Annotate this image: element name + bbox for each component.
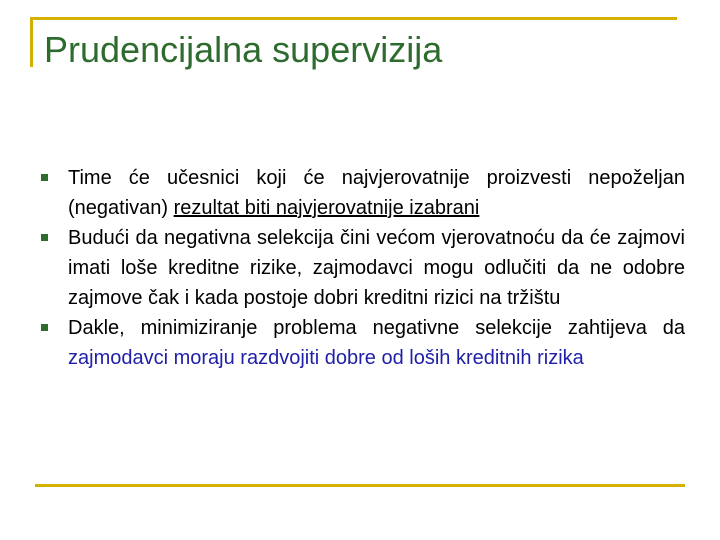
bullet-1-underlined-text: rezultat biti najvjerovatnije izabrani	[173, 197, 480, 219]
bullet-item-1	[38, 163, 685, 223]
bullet-3-text: Dakle, minimiziranje problema negativne selekcije zahtijeva da	[68, 317, 685, 339]
bullet-item-2	[38, 223, 685, 313]
square-bullet-icon	[41, 174, 48, 181]
bottom-rule	[35, 484, 685, 487]
bullet-list	[38, 163, 685, 373]
slide-title: Prudencijalna supervizija	[44, 29, 443, 70]
bullet-3-highlighted-text: zajmodavci moraju razdvojiti dobre od loših kreditnih rizika	[68, 347, 584, 369]
bullet-item-3	[38, 313, 685, 373]
square-bullet-icon	[41, 324, 48, 331]
bullet-2-text: Budući da negativna selekcija čini većom vjerovatnoću da će zajmovi imati loše kreditne rizike, zajmodavci mogu odlučiti da ne odobre zajmove čak i kada postoje dobri kreditni rizici na tržištu	[68, 227, 685, 309]
title-frame-left-rule	[30, 17, 33, 67]
square-bullet-icon	[41, 234, 48, 241]
title-frame-top-rule	[30, 17, 677, 20]
bullet-1-text: Time će učesnici koji će najvjerovatnije proizvesti nepoželjan (negativan)	[68, 167, 685, 219]
